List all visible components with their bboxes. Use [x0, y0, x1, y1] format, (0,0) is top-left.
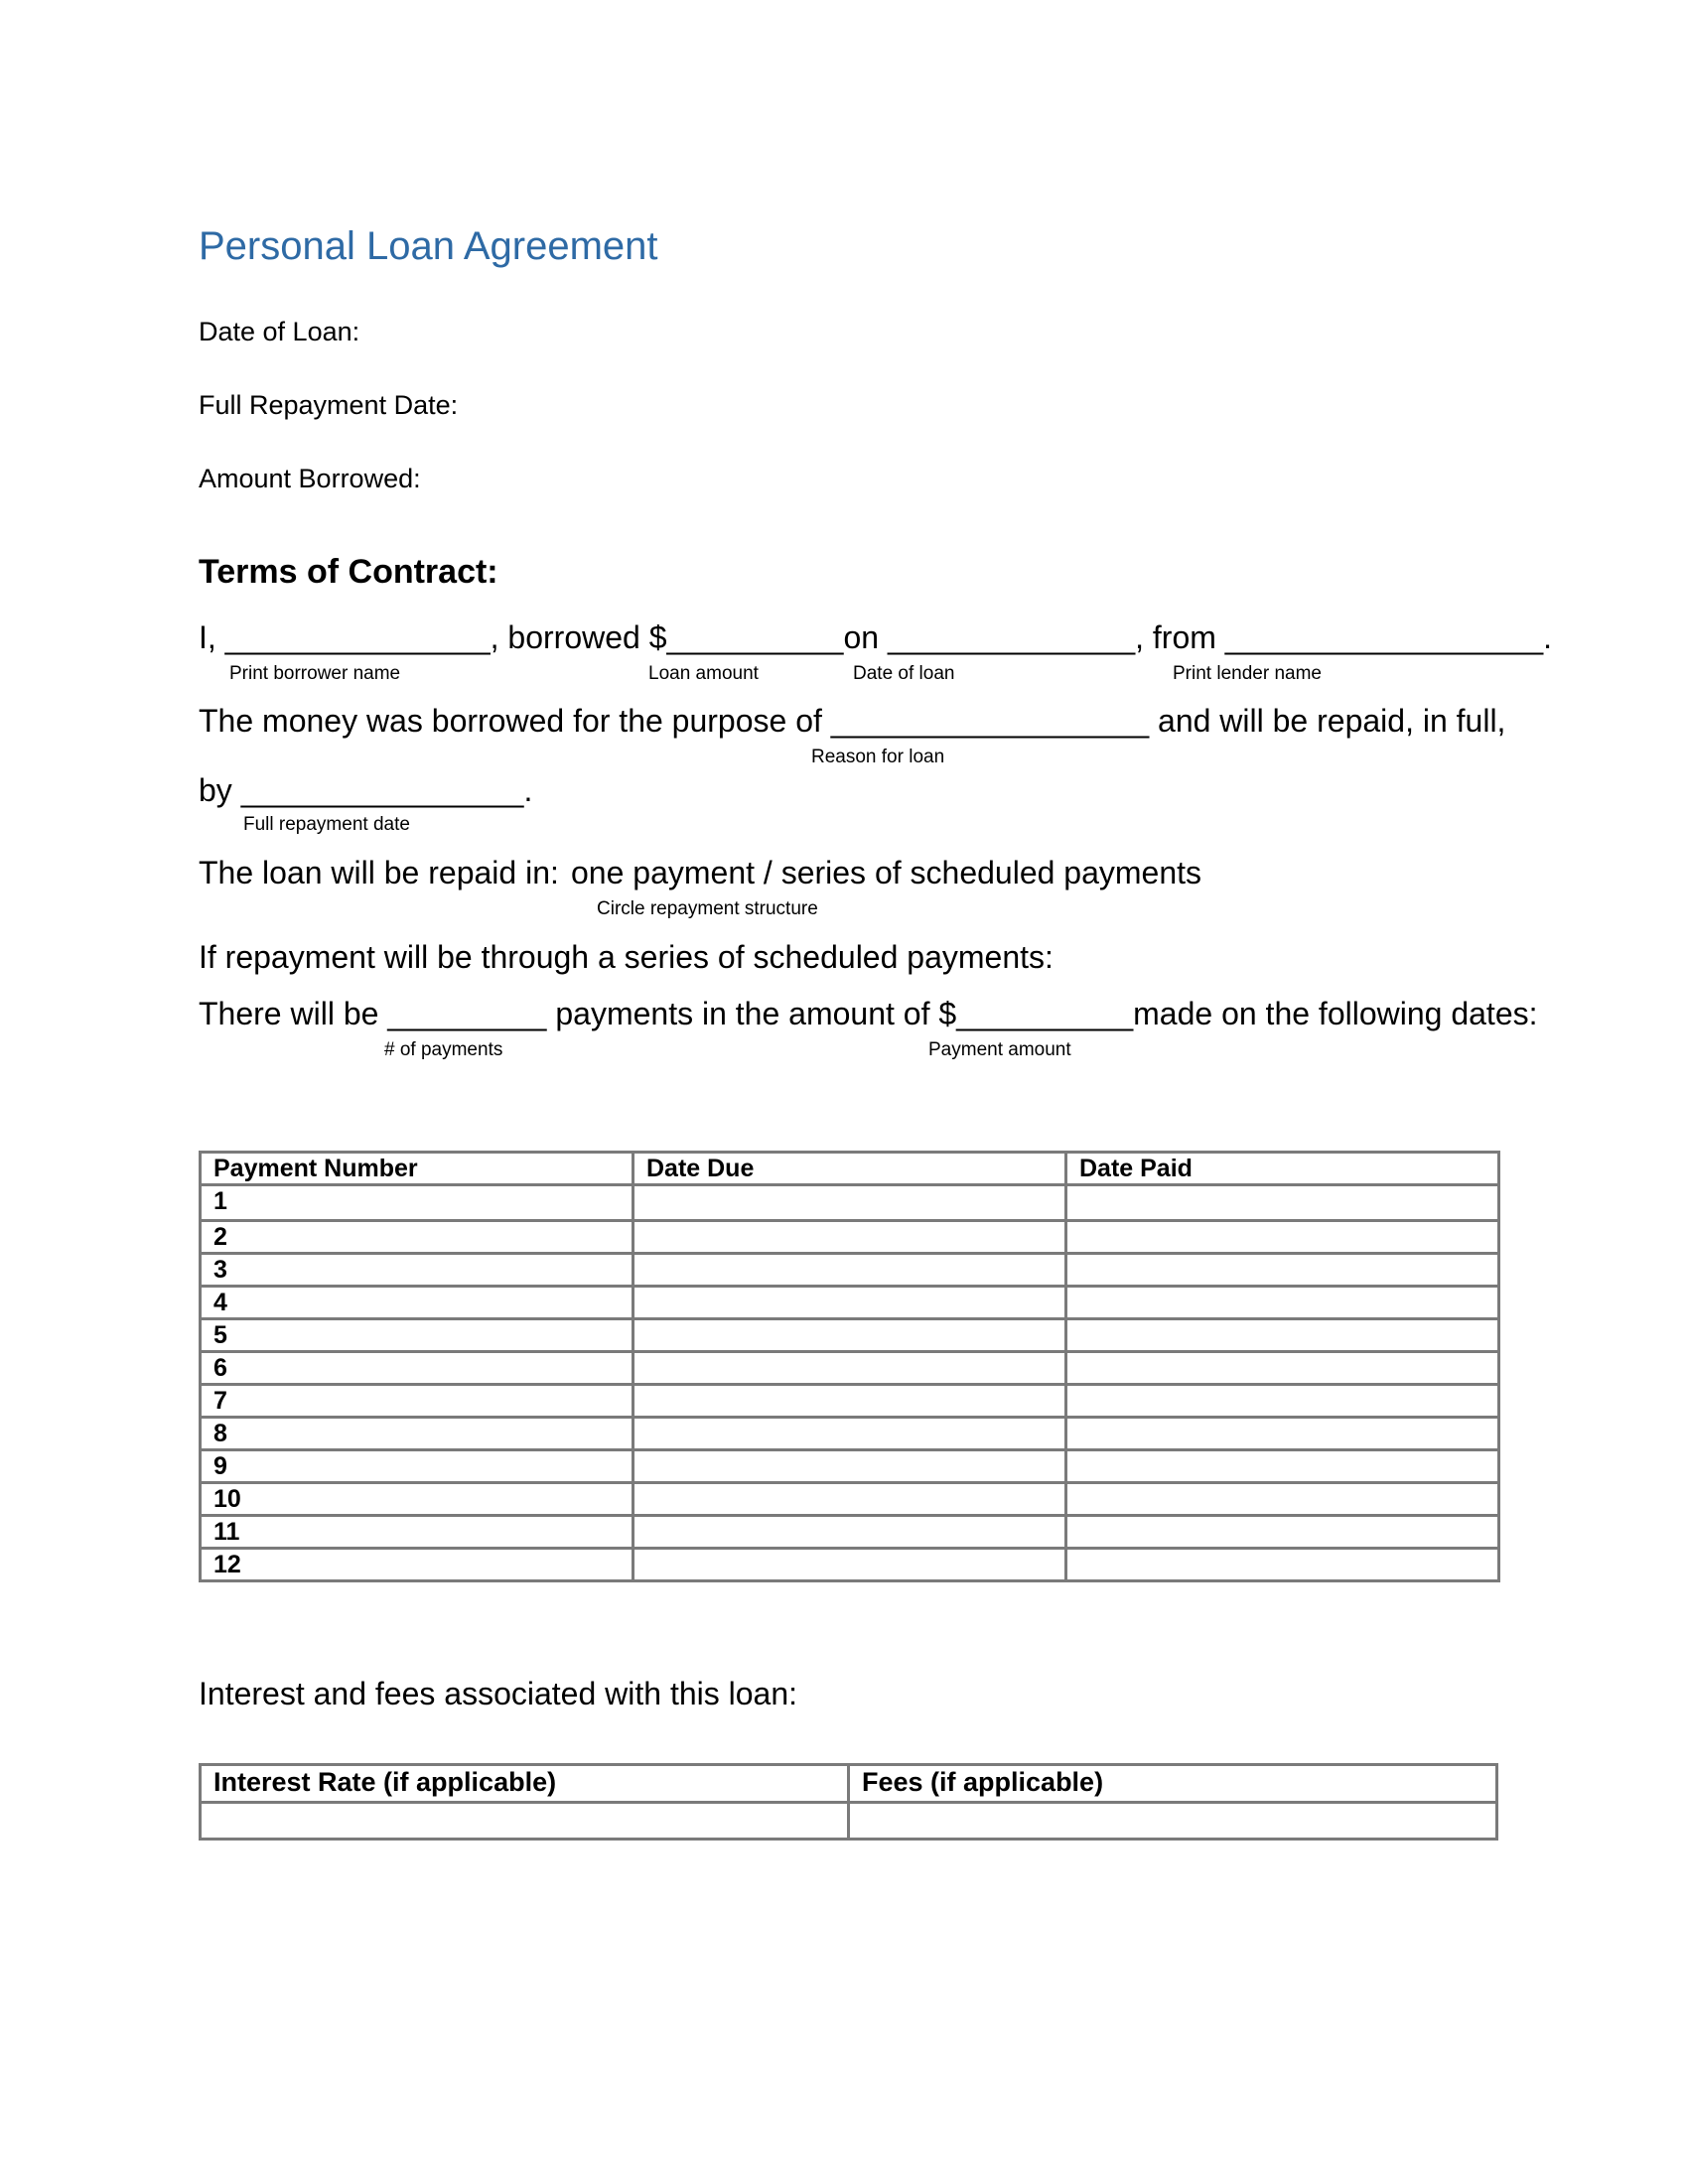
table-row: [201, 1516, 1499, 1549]
date-due-cell[interactable]: [633, 1254, 1066, 1287]
table-row: [201, 1549, 1499, 1581]
caption-borrower-name: Print borrower name: [229, 663, 401, 684]
table-header-row: [201, 1765, 1497, 1803]
table-row: [201, 1319, 1499, 1352]
payment-number-cell: 1: [201, 1185, 633, 1221]
payment-number-cell: 8: [201, 1418, 633, 1450]
table-row: [201, 1483, 1499, 1516]
date-paid-cell[interactable]: [1066, 1254, 1499, 1287]
payment-number-cell: 9: [201, 1450, 633, 1483]
date-due-cell[interactable]: [633, 1483, 1066, 1516]
date-of-loan-label: Date of Loan:: [199, 317, 360, 346]
interest-fees-table: [199, 1763, 1498, 1841]
date-paid-cell[interactable]: [1066, 1549, 1499, 1581]
payment-schedule-table: [199, 1151, 1500, 1582]
table-row: [201, 1803, 1497, 1840]
date-due-cell[interactable]: [633, 1287, 1066, 1319]
table-row: [201, 1450, 1499, 1483]
header-interest-rate: Interest Rate (if applicable): [201, 1765, 849, 1803]
table-row: [201, 1385, 1499, 1418]
repay-by-line: by ________________.: [199, 772, 533, 808]
payment-number-cell: 6: [201, 1352, 633, 1385]
date-due-cell[interactable]: [633, 1450, 1066, 1483]
table-row: [201, 1418, 1499, 1450]
header-payment-number: Payment Number: [201, 1153, 633, 1185]
date-due-cell[interactable]: [633, 1385, 1066, 1418]
payment-number-cell: 4: [201, 1287, 633, 1319]
amount-borrowed-label: Amount Borrowed:: [199, 464, 421, 493]
table-row: [201, 1254, 1499, 1287]
scheduled-payments-intro: If repayment will be through a series of scheduled payments:: [199, 939, 1054, 975]
header-date-paid: Date Paid: [1066, 1153, 1499, 1185]
caption-payment-amount: Payment amount: [928, 1039, 1071, 1060]
table-header-row: [201, 1153, 1499, 1185]
interest-fees-label: Interest and fees associated with this loan:: [199, 1676, 798, 1711]
caption-circle-repayment-structure: Circle repayment structure: [597, 898, 818, 919]
repayment-structure-options: one payment / series of scheduled payments: [571, 855, 1202, 890]
payment-number-cell: 7: [201, 1385, 633, 1418]
caption-lender-name: Print lender name: [1173, 663, 1322, 684]
repayment-structure-lead: The loan will be repaid in:: [199, 855, 559, 890]
payment-number-cell: 2: [201, 1221, 633, 1254]
table-row: [201, 1221, 1499, 1254]
date-due-cell[interactable]: [633, 1319, 1066, 1352]
interest-rate-cell[interactable]: [201, 1803, 849, 1840]
payments-count-line: There will be _________ payments in the amount of $__________made on the following dates:: [199, 996, 1538, 1031]
header-fees: Fees (if applicable): [849, 1765, 1497, 1803]
caption-date-of-loan: Date of loan: [853, 663, 955, 684]
date-paid-cell[interactable]: [1066, 1516, 1499, 1549]
date-paid-cell[interactable]: [1066, 1221, 1499, 1254]
full-repayment-date-label: Full Repayment Date:: [199, 390, 459, 420]
date-due-cell[interactable]: [633, 1516, 1066, 1549]
date-paid-cell[interactable]: [1066, 1483, 1499, 1516]
date-due-cell[interactable]: [633, 1418, 1066, 1450]
purpose-line: The money was borrowed for the purpose of __________________ and will be repaid, in full,: [199, 703, 1506, 739]
date-paid-cell[interactable]: [1066, 1185, 1499, 1221]
payment-number-cell: 3: [201, 1254, 633, 1287]
table-row: [201, 1185, 1499, 1221]
terms-heading: Terms of Contract:: [199, 553, 498, 591]
date-due-cell[interactable]: [633, 1549, 1066, 1581]
date-paid-cell[interactable]: [1066, 1418, 1499, 1450]
payment-number-cell: 11: [201, 1516, 633, 1549]
payment-number-cell: 12: [201, 1549, 633, 1581]
date-paid-cell[interactable]: [1066, 1385, 1499, 1418]
date-paid-cell[interactable]: [1066, 1450, 1499, 1483]
date-due-cell[interactable]: [633, 1352, 1066, 1385]
date-paid-cell[interactable]: [1066, 1319, 1499, 1352]
payment-number-cell: 10: [201, 1483, 633, 1516]
caption-loan-amount: Loan amount: [648, 663, 759, 684]
table-row: [201, 1287, 1499, 1319]
date-paid-cell[interactable]: [1066, 1287, 1499, 1319]
table-row: [201, 1352, 1499, 1385]
date-due-cell[interactable]: [633, 1221, 1066, 1254]
document-title: Personal Loan Agreement: [199, 224, 658, 268]
caption-number-of-payments: # of payments: [384, 1039, 503, 1060]
caption-full-repayment-date: Full repayment date: [243, 814, 410, 835]
payment-number-cell: 5: [201, 1319, 633, 1352]
fees-cell[interactable]: [849, 1803, 1497, 1840]
date-due-cell[interactable]: [633, 1185, 1066, 1221]
borrower-statement-line: I, _______________, borrowed $__________on ______________, from __________________.: [199, 619, 1553, 655]
caption-reason-for-loan: Reason for loan: [811, 747, 945, 767]
date-paid-cell[interactable]: [1066, 1352, 1499, 1385]
header-date-due: Date Due: [633, 1153, 1066, 1185]
